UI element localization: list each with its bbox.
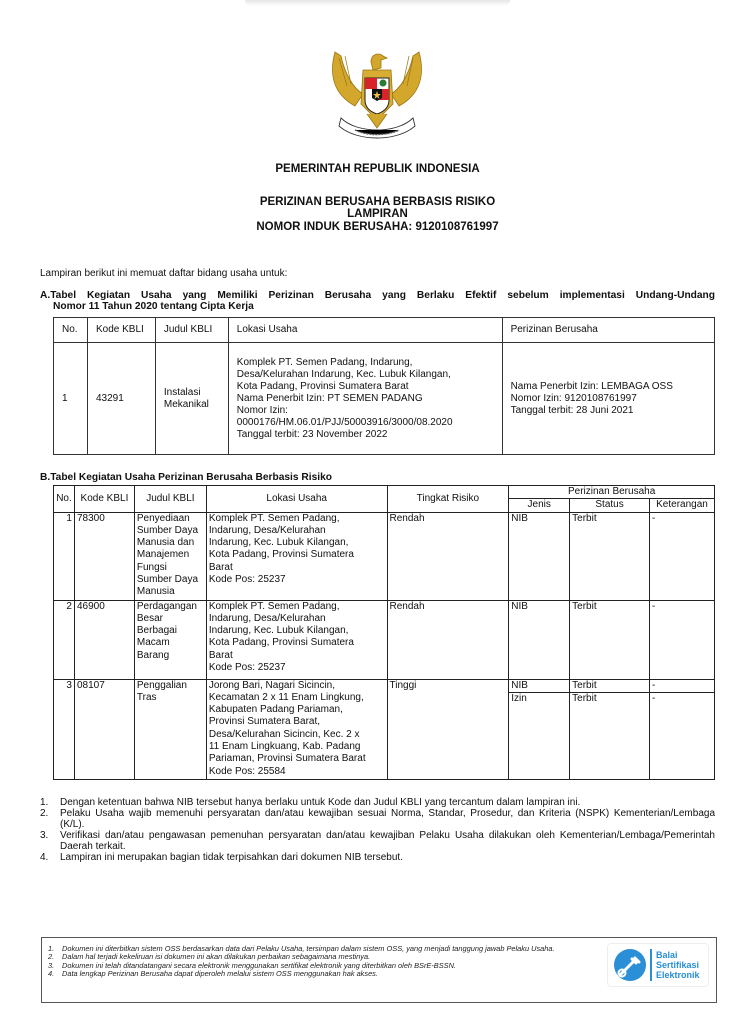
table-row bbox=[54, 679, 715, 692]
table-a-header-row bbox=[54, 318, 715, 343]
judul-line: Perdagangan bbox=[136, 600, 197, 612]
section-a-title-line1: A.Tabel Kegiatan Usaha yang Memiliki Perizinan Berusaha yang Berlaku Efektif sebelum implementasi Undang-Undang bbox=[40, 290, 715, 301]
cell-status: Terbit bbox=[570, 600, 650, 679]
section-a-title-line2: Nomor 11 Tahun 2020 tentang Cipta Kerja bbox=[53, 301, 254, 312]
note-number: 3. bbox=[40, 830, 49, 841]
footer-text: Dokumen ini diterbitkan sistem OSS berdasarkan data dari Pelaku Usaha, tersimpan dalam sistem OSS, yang menjadi tanggung jawab Pelaku Usaha. bbox=[62, 944, 555, 953]
footer-text: Dalam hal terjadi kekeliruan isi dokumen ini akan dilakukan perbaikan sebagaimana mestinya. bbox=[62, 952, 371, 962]
table-row bbox=[54, 343, 715, 455]
judul-line: Berbagai bbox=[136, 625, 177, 637]
col-header-judul-kbli: Judul KBLI bbox=[134, 486, 206, 513]
bsre-key-icon bbox=[612, 947, 648, 983]
lokasi-line: Tanggal terbit: 23 November 2022 bbox=[236, 428, 388, 440]
judul-line: Sumber Daya bbox=[136, 524, 199, 536]
cell-status: Terbit bbox=[570, 692, 650, 779]
cell-keterangan: - bbox=[649, 679, 714, 692]
cell-tingkat-risiko: Tinggi bbox=[387, 679, 509, 779]
judul-line: Besar bbox=[136, 612, 164, 624]
cell-jenis: NIB bbox=[509, 600, 570, 679]
footer-number: 3. bbox=[48, 960, 55, 970]
lokasi-line: Kode Pos: 25237 bbox=[208, 574, 286, 586]
cell-status: Terbit bbox=[570, 679, 650, 692]
page-top-shadow bbox=[245, 0, 510, 6]
note-number: 1. bbox=[40, 797, 49, 808]
footer-number: 1. bbox=[48, 944, 55, 953]
table-row bbox=[54, 512, 715, 600]
cell-keterangan: - bbox=[649, 692, 714, 779]
lokasi-line: Indarung, Kec. Lubuk Kilangan, bbox=[208, 537, 349, 549]
cell-lokasi-usaha bbox=[206, 512, 387, 600]
lokasi-line: Komplek PT. Semen Padang, Indarung, bbox=[236, 356, 413, 368]
table-b-header-row bbox=[54, 486, 715, 499]
lokasi-line: Barat bbox=[208, 649, 233, 661]
judul-line: Tras bbox=[136, 691, 157, 703]
note-text: Dengan ketentuan bahwa NIB tersebut hanya berlaku untuk Kode dan Judul KBLI yang tercantum dalam lampiran ini. bbox=[60, 797, 581, 808]
col-header-tingkat-risiko: Tingkat Risiko bbox=[387, 486, 509, 513]
bsre-logo bbox=[607, 943, 709, 987]
note-number: 4. bbox=[40, 852, 49, 863]
cell-kode-kbli: 43291 bbox=[87, 343, 155, 455]
lokasi-line: Jorong Bari, Nagari Sicincin, bbox=[208, 679, 336, 691]
cell-keterangan: - bbox=[649, 512, 714, 600]
col-header-perizinan-berusaha: Perizinan Berusaha bbox=[502, 318, 714, 343]
judul-line: Sumber Daya bbox=[136, 574, 199, 586]
bsre-line1: Balai bbox=[656, 950, 678, 960]
cell-perizinan-berusaha bbox=[502, 343, 714, 455]
cell-jenis: Izin bbox=[509, 692, 570, 779]
judul-line: Penggalian bbox=[136, 679, 187, 691]
col-header-status: Status bbox=[570, 499, 650, 512]
lokasi-line: Kode Pos: 25584 bbox=[208, 765, 286, 777]
cell-no: 1 bbox=[54, 343, 88, 455]
lokasi-line: Komplek PT. Semen Padang, bbox=[208, 512, 340, 524]
lokasi-line: Indarung, Kec. Lubuk Kilangan, bbox=[208, 625, 349, 637]
note-item bbox=[40, 808, 715, 830]
col-header-kode-kbli: Kode KBLI bbox=[74, 486, 134, 513]
footer-number: 4. bbox=[48, 968, 55, 978]
cell-lokasi-usaha bbox=[206, 600, 387, 679]
cell-kode-kbli: 78300 bbox=[74, 512, 134, 600]
cell-lokasi-usaha bbox=[228, 343, 502, 455]
col-header-jenis: Jenis bbox=[509, 499, 570, 512]
judul-line: Fungsi bbox=[136, 561, 167, 573]
lokasi-line: Kota Padang, Provinsi Sumatera bbox=[208, 637, 354, 649]
cell-judul-kbli bbox=[134, 600, 206, 679]
lokasi-line: 11 Enam Lingkuang, Kab. Padang bbox=[208, 741, 361, 753]
footer-number: 2. bbox=[48, 952, 55, 962]
perizinan-line: Nama Penerbit Izin: LEMBAGA OSS bbox=[510, 380, 673, 392]
note-item bbox=[40, 797, 715, 808]
document-title: PERIZINAN BERUSAHA BERBASIS RISIKO bbox=[259, 196, 496, 208]
note-number: 2. bbox=[40, 808, 49, 819]
note-text: Verifikasi dan/atau pengawasan pemenuhan persyaratan dan/atau kewajiban Pelaku Usaha dilakukan oleh Kementerian/Lembaga/Pemerintah Daerah terkait. bbox=[60, 830, 715, 852]
note-item bbox=[40, 830, 715, 852]
footer-item bbox=[48, 970, 608, 978]
nib-number-title: NOMOR INDUK BERUSAHA: 9120108761997 bbox=[256, 221, 499, 233]
cell-no: 3 bbox=[54, 679, 75, 779]
judul-line: Instalasi bbox=[163, 386, 201, 398]
judul-line: Mekanikal bbox=[163, 398, 209, 410]
table-b-risk-based-permits bbox=[53, 485, 715, 780]
lokasi-line: Kota Padang, Provinsi Sumatera Barat bbox=[236, 380, 409, 392]
perizinan-line: Nomor Izin: 9120108761997 bbox=[510, 392, 637, 404]
lokasi-line: 0000176/HM.06.01/PJJ/50003916/3000/08.2020 bbox=[236, 416, 453, 428]
table-a-existing-permits bbox=[53, 317, 715, 455]
col-header-perizinan-berusaha: Perizinan Berusaha bbox=[509, 486, 715, 499]
judul-line: Penyediaan bbox=[136, 512, 190, 524]
lokasi-line: Kecamatan 2 x 11 Enam Lingkung, bbox=[208, 691, 364, 703]
lokasi-line: Nama Penerbit Izin: PT SEMEN PADANG bbox=[236, 392, 423, 404]
cell-judul-kbli bbox=[134, 679, 206, 779]
notes-list bbox=[40, 797, 715, 863]
perizinan-line: Tanggal terbit: 28 Juni 2021 bbox=[510, 404, 634, 416]
document-subtitle: LAMPIRAN bbox=[347, 208, 408, 220]
lokasi-line: Desa/Kelurahan Sicincin, Kec. 2 x bbox=[208, 728, 360, 740]
lokasi-line: Kabupaten Padang Pariaman, bbox=[208, 704, 343, 716]
cell-status: Terbit bbox=[570, 512, 650, 600]
lokasi-line: Kota Padang, Provinsi Sumatera bbox=[208, 549, 354, 561]
footer-disclaimer-box bbox=[41, 937, 717, 1003]
cell-tingkat-risiko: Rendah bbox=[387, 600, 509, 679]
cell-lokasi-usaha bbox=[206, 679, 387, 779]
lokasi-line: Kode Pos: 25237 bbox=[208, 662, 286, 674]
bsre-logo-text bbox=[656, 950, 700, 980]
col-header-lokasi-usaha: Lokasi Usaha bbox=[228, 318, 502, 343]
bsre-line3: Elektronik bbox=[656, 970, 700, 980]
col-header-no: No. bbox=[54, 318, 88, 343]
cell-jenis: NIB bbox=[509, 512, 570, 600]
footer-disclaimer-list bbox=[48, 945, 608, 978]
garuda-emblem-icon bbox=[327, 44, 427, 148]
cell-jenis: NIB bbox=[509, 679, 570, 692]
note-text: Lampiran ini merupakan bagian tidak terpisahkan dari dokumen NIB tersebut. bbox=[60, 852, 403, 863]
lokasi-line: Barat bbox=[208, 561, 233, 573]
judul-line: Macam bbox=[136, 637, 170, 649]
judul-line: Manusia bbox=[136, 586, 175, 598]
lokasi-line: Desa/Kelurahan Indarung, Kec. Lubuk Kilangan, bbox=[236, 368, 451, 380]
col-header-no: No. bbox=[54, 486, 75, 513]
lokasi-line: Indarung, Desa/Kelurahan bbox=[208, 524, 326, 536]
table-row bbox=[54, 600, 715, 679]
col-header-kode-kbli: Kode KBLI bbox=[87, 318, 155, 343]
judul-line: Manajemen bbox=[136, 549, 190, 561]
col-header-lokasi-usaha: Lokasi Usaha bbox=[206, 486, 387, 513]
col-header-keterangan: Keterangan bbox=[649, 499, 714, 512]
lokasi-line: Nomor Izin: bbox=[236, 404, 288, 416]
cell-keterangan: - bbox=[649, 600, 714, 679]
cell-kode-kbli: 46900 bbox=[74, 600, 134, 679]
lokasi-line: Pariaman, Provinsi Sumatera Barat bbox=[208, 753, 366, 765]
col-header-judul-kbli: Judul KBLI bbox=[155, 318, 228, 343]
government-title: PEMERINTAH REPUBLIK INDONESIA bbox=[275, 163, 480, 175]
cell-judul-kbli bbox=[134, 512, 206, 600]
cell-no: 1 bbox=[54, 512, 75, 600]
lokasi-line: Indarung, Desa/Kelurahan bbox=[208, 612, 326, 624]
footer-text: Dokumen ini telah ditandatangani secara elektronik menggunakan sertifikat elektronik yang diterbitkan oleh BSrE-BSSN. bbox=[62, 960, 456, 970]
judul-line: Barang bbox=[136, 649, 170, 661]
lokasi-line: Komplek PT. Semen Padang, bbox=[208, 600, 340, 612]
bsre-line2: Sertifikasi bbox=[656, 960, 700, 970]
cell-tingkat-risiko: Rendah bbox=[387, 512, 509, 600]
note-item bbox=[40, 852, 715, 863]
section-a-title bbox=[40, 290, 715, 301]
footer-text: Data lengkap Perizinan Berusaha dapat diperoleh melalui sistem OSS menggunakan hak akses. bbox=[62, 968, 378, 978]
cell-no: 2 bbox=[54, 600, 75, 679]
judul-line: Manusia dan bbox=[136, 537, 195, 549]
bsre-divider bbox=[650, 949, 652, 981]
lokasi-line: Provinsi Sumatera Barat, bbox=[208, 716, 321, 728]
cell-judul-kbli bbox=[155, 343, 228, 455]
note-text: Pelaku Usaha wajib memenuhi persyaratan dan/atau kewajiban sesuai Norma, Standar, Prosedur, dan Kriteria (NSPK) Kementerian/Lembaga (K/L). bbox=[60, 808, 715, 830]
cell-kode-kbli: 08107 bbox=[74, 679, 134, 779]
intro-text: Lampiran berikut ini memuat daftar bidang usaha untuk: bbox=[40, 268, 288, 279]
section-b-title: B.Tabel Kegiatan Usaha Perizinan Berusaha Berbasis Risiko bbox=[40, 472, 332, 483]
